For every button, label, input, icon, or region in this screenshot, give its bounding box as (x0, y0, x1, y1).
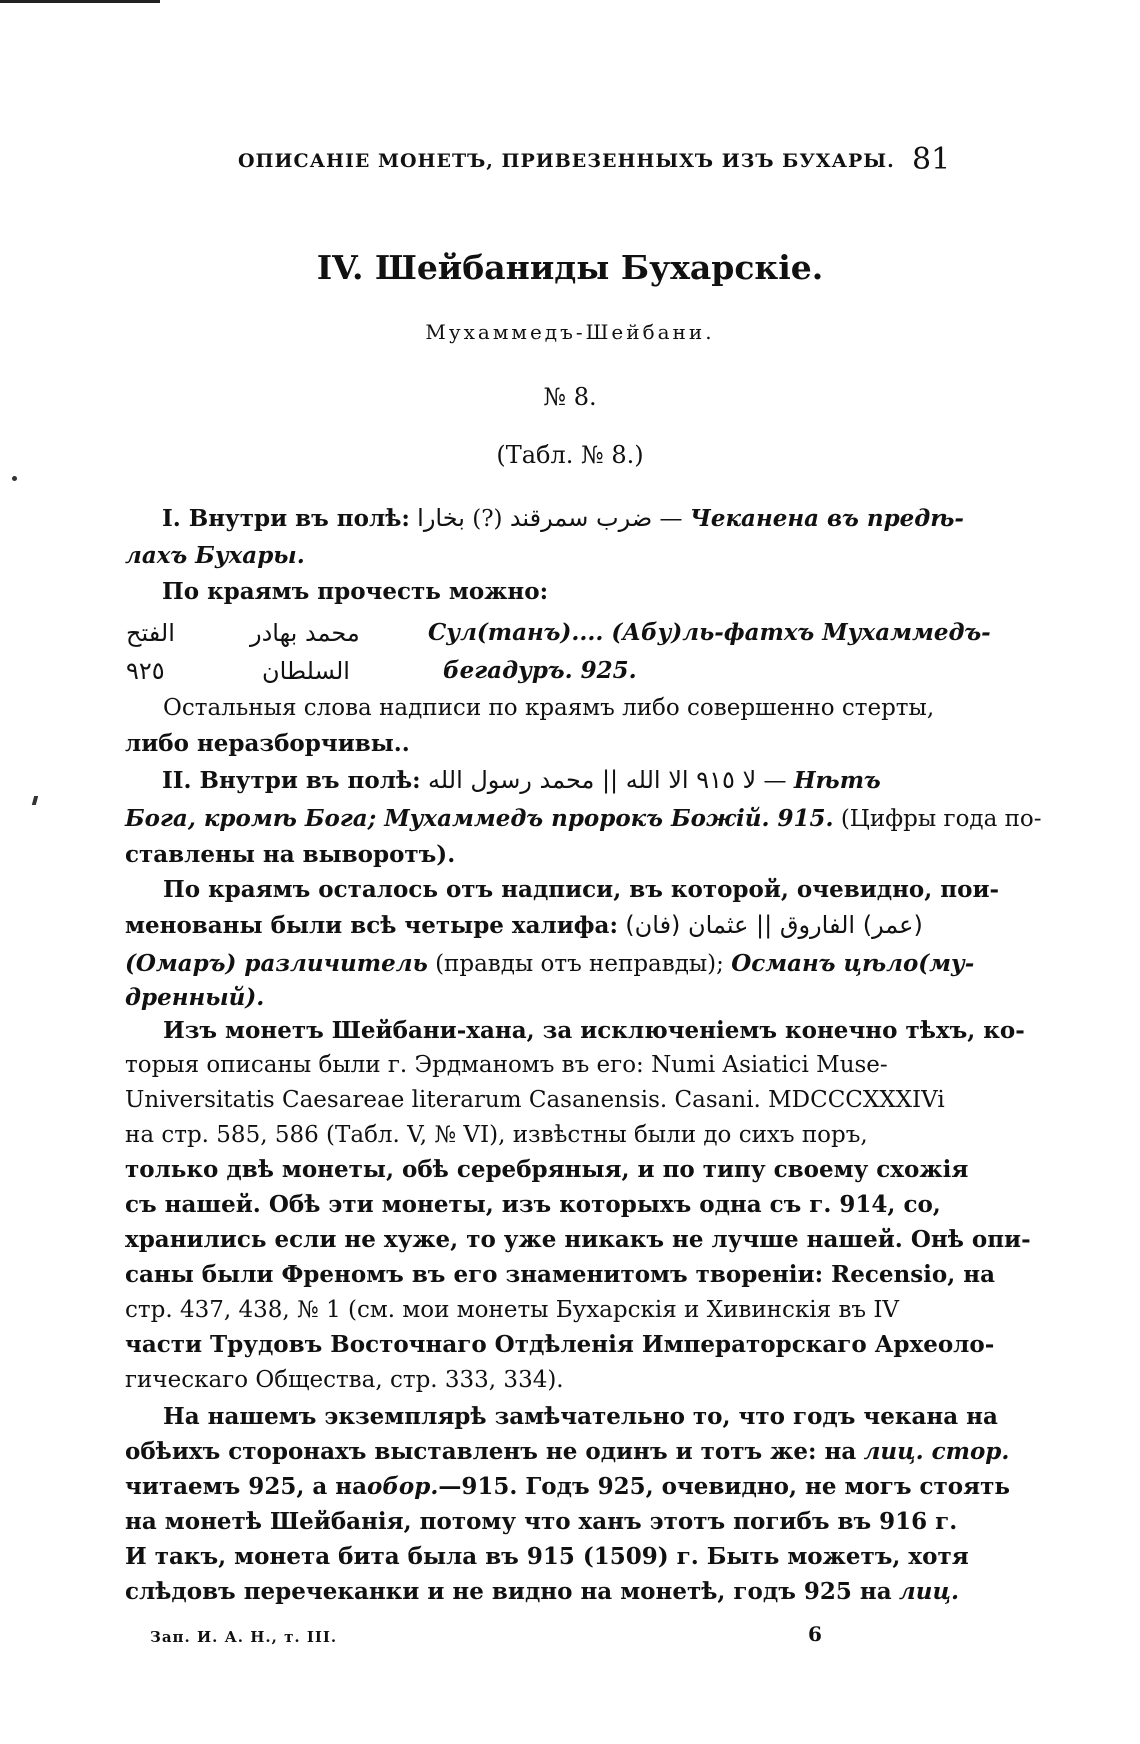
top-edge-rule (0, 0, 160, 3)
question-mark: (?) (472, 506, 503, 532)
text-line-20: съ нашей. Обѣ эти монеты, изъ которыхъ одна съ г. 914, со, (125, 1191, 941, 1218)
translation-text: (Омаръ) различитель (125, 950, 428, 977)
text-line-10: ставлены на выворотъ). (125, 841, 456, 868)
dash: — (763, 768, 787, 794)
translation-text: Сул(танъ).... (Абу)ль-фатхъ Мухаммедъ- (428, 619, 991, 646)
body-text: читаемъ 925, а на (125, 1473, 367, 1500)
dash: — (659, 506, 683, 532)
text-line-9 (125, 804, 1042, 834)
text-line-12 (125, 910, 923, 941)
body-text: обѣихъ сторонахъ выставленъ не одинъ и тотъ же: на (125, 1438, 857, 1465)
text-line-26: На нашемъ экземплярѣ замѣчательно то, что годъ чекана на (163, 1403, 998, 1430)
abbreviation: лиц. (898, 1578, 959, 1605)
text-line-27 (125, 1437, 1009, 1467)
translation-text: бегадуръ. 925. (443, 657, 637, 684)
caliphs-text: менованы были всѣ четыре халифа: (125, 912, 618, 939)
text-line-15: Изъ монетъ Шейбани-хана, за исключеніемъ конечно тѣхъ, ко- (163, 1017, 1025, 1044)
reverse-label: II. Внутри въ полѣ: (162, 767, 421, 794)
text-line-16: торыя описаны были г. Эрдманомъ въ его: Numi Asiatici Muse- (125, 1052, 888, 1078)
text-line-14: дренный). (125, 984, 265, 1011)
text-line-24: части Трудовъ Восточнаго Отдѣленія Императорскаго Археоло- (125, 1331, 995, 1358)
text-line-11: По краямъ осталось отъ надписи, въ которой, очевидно, пои- (163, 876, 1000, 903)
plate-reference: (Табл. № 8.) (496, 441, 644, 469)
arabic-inscription: ضرب سمرقند (509, 504, 653, 532)
arabic-inscription: لا ٩١٥ الا الله || محمد رسول الله (427, 766, 757, 794)
text-line-23: стр. 437, 438, № 1 (см. мои монеты Бухарскія и Хивинскія въ IV (125, 1297, 900, 1323)
abbreviation: лиц. стор. (863, 1438, 1010, 1465)
text-line-31 (125, 1577, 959, 1607)
text-line-3: По краямъ прочесть можно: (162, 578, 549, 605)
text-line-18: на стр. 585, 586 (Табл. V, № VI), извѣстны были до сихъ поръ, (125, 1122, 868, 1148)
translation-text: Бога, кромѣ Бога; Мухаммедъ пророкъ Божій. 915. (125, 805, 834, 832)
signature-mark: 6 (808, 1622, 822, 1646)
text-line-8 (162, 765, 881, 796)
note-text: (Цифры года по- (840, 806, 1042, 832)
abbreviation: обор. (366, 1473, 439, 1500)
coin-number: № 8. (543, 383, 597, 411)
obverse-label: I. Внутри въ полѣ: (162, 505, 410, 532)
text-line-22: саны были Френомъ въ его знаменитомъ твореніи: Recensio, на (125, 1261, 995, 1288)
text-line-2: лахъ Бухары. (125, 542, 305, 569)
text-line-17: Universitatis Caesareae literarum Casanensis. Casani. MDCCCXXXIVi (125, 1087, 945, 1113)
translation-text: Чеканена въ предѣ- (689, 505, 964, 532)
text-line-7: либо неразборчивы.. (125, 730, 410, 757)
arabic-inscription: (عمر) الفاروق || عثمان (فان) (625, 911, 923, 939)
text-line-29: на монетѣ Шейбанія, потому что ханъ этотъ погибъ въ 916 г. (125, 1508, 958, 1535)
body-text: слѣдовъ перечеканки и не видно на монетѣ, годъ 925 на (125, 1578, 892, 1605)
text-line-19: только двѣ монеты, обѣ серебряныя, и по типу своему схожія (125, 1156, 969, 1183)
ruler-name: Мухаммедъ-Шейбани. (425, 320, 715, 344)
arabic-inscription: السلطان (262, 657, 350, 685)
arabic-inscription: محمد بهادر (250, 619, 360, 647)
translation-text: Османъ цѣло(му- (731, 950, 975, 977)
text-line-28 (125, 1472, 1010, 1502)
text-line-21: хранились если не хуже, то уже никакъ не лучше нашей. Онѣ опи- (125, 1226, 1031, 1253)
text-line-6: Остальныя слова надписи по краямъ либо совершенно стерты, (163, 695, 935, 721)
arabic-inscription: ٩٢٥ (126, 657, 165, 685)
translation-text: Нѣтъ (793, 767, 881, 794)
section-title: IV. Шейбаниды Бухарскіе. (316, 248, 824, 287)
arabic-inscription: بخارا (417, 504, 465, 532)
page-number: 81 (912, 142, 951, 177)
margin-mark (32, 796, 38, 805)
text-line-30: И такъ, монета бита была въ 915 (1509) г. Быть можетъ, хотя (125, 1543, 969, 1570)
body-text: —915. Годъ 925, очевидно, не могъ стоять (438, 1473, 1010, 1500)
text-line-25: гическаго Общества, стр. 333, 334). (125, 1367, 564, 1393)
text-line-13 (125, 949, 974, 979)
text-line-1 (162, 503, 964, 534)
running-head: ОПИСАНІЕ МОНЕТЪ, ПРИВЕЗЕННЫХЪ ИЗЪ БУХАРЫ. (238, 150, 895, 172)
margin-dot (12, 476, 17, 481)
note-text: (правды отъ неправды); (435, 951, 724, 977)
footer-citation: Зап. И. А. Н., т. III. (150, 1628, 338, 1646)
arabic-inscription: الفتح (126, 619, 175, 647)
